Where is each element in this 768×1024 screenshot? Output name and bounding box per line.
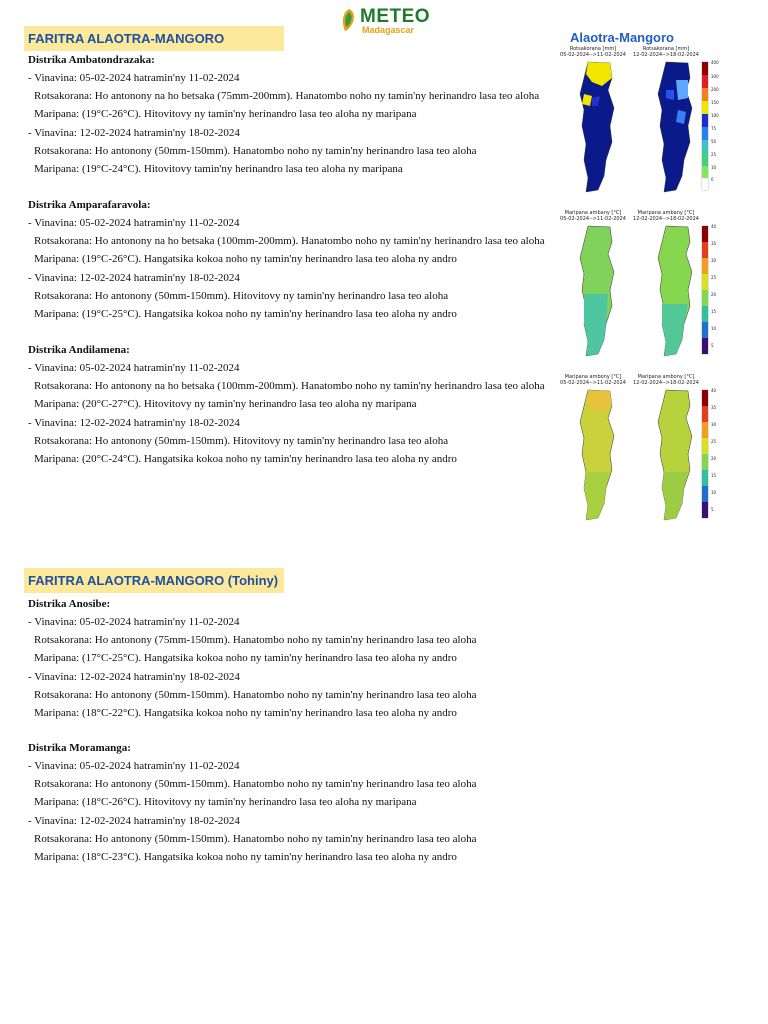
temperature-forecast: Maripana: (17°C-25°C). Hangatsika kokoa noho ny tamin'ny herinandro lasa teo aloha ny andro [34,652,457,665]
colorbar-tick: 400 [711,60,719,65]
map-period-label: 05-02-2024-->11-02-2024 [560,52,626,58]
logo-subtitle: Madagascar [362,25,415,35]
region-header-2: FARITRA ALAOTRA-MANGORO (Tohiny) [24,568,284,593]
rain-forecast: Rotsakorana: Ho antonony na ho betsaka (100mm-200mm). Hanatombo noho ny tamin'ny herinandro lasa teo aloha [34,235,545,248]
rainfall-map-left-label [553,46,633,58]
map-variable-label: Maripana ambony [°C] [564,374,622,380]
colorbar-tick: 35 [711,405,717,410]
colorbar-tick: 15 [711,473,717,478]
forecast-period: - Vinavina: 12-02-2024 hatramin'ny 18-02-2024 [28,670,240,683]
rain-forecast: Rotsakorana: Ho antonony (50mm-150mm). Hitovitovy ny tamin'ny herinandro lasa teo aloha [34,289,449,302]
temperature-forecast: Maripana: (19°C-25°C). Hangatsika kokoa noho ny tamin'ny herinandro lasa teo aloha ny andro [34,307,457,320]
map-variable-label: Maripana ambony [°C] [637,374,695,380]
forecast-period: - Vinavina: 05-02-2024 hatramin'ny 11-02-2024 [28,362,240,374]
colorbar-tick: 15 [711,309,717,314]
map-variable-label: Rotsakorana [mm] [642,46,690,52]
district-title: Distrika Ambatondrazaka: [28,54,155,66]
temperature-forecast: Maripana: (19°C-24°C). Hitovitovy tamin'ny herinandro lasa teo aloha ny maripana [34,162,403,175]
tmin-map-right-label [626,210,706,222]
colorbar-tick: 10 [711,326,717,331]
temperature-forecast: Maripana: (19°C-26°C). Hitovitovy ny tamin'ny herinandro lasa teo aloha ny maripana [34,108,417,121]
district-ambatondrazaka [28,51,539,178]
colorbar-tick: 100 [711,113,719,118]
tmax-map-left-label [553,374,633,386]
rainfall-map-panel [548,46,720,196]
district-andilamena [28,341,545,468]
colorbar-tick: 300 [711,74,719,79]
rain-forecast: Rotsakorana: Ho antonony (50mm-150mm). Hanatombo noho ny tamin'ny herinandro lasa teo aloha [34,688,477,701]
map-variable-label: Maripana ambany [°C] [637,210,695,216]
rain-forecast: Rotsakorana: Ho antonony (50mm-150mm). Hitovitovy ny tamin'ny herinandro lasa teo aloha [34,434,449,447]
tmax-map-panel [548,374,720,524]
colorbar-tick: 25 [711,439,717,444]
district-title: Distrika Amparafaravola: [28,199,151,211]
colorbar-tick: 75 [711,126,717,131]
colorbar-tick: 20 [711,456,717,461]
forecast-period: - Vinavina: 05-02-2024 hatramin'ny 11-02-2024 [28,217,240,229]
temperature-forecast: Maripana: (18°C-23°C). Hangatsika kokoa noho ny tamin'ny herinandro lasa teo aloha ny andro [34,850,457,863]
district-title: Distrika Andilamena: [28,344,130,356]
colorbar-tick: 10 [711,165,717,170]
rain-forecast: Rotsakorana: Ho antonony na ho betsaka (75mm-200mm). Hanatombo noho ny tamin'ny herinandro lasa teo aloha [34,90,540,103]
rain-forecast: Rotsakorana: Ho antonony (50mm-150mm). Hanatombo noho ny tamin'ny herinandro lasa teo aloha [34,144,477,157]
region-header-1: FARITRA ALAOTRA-MANGORO [24,26,284,51]
colorbar-tick: 40 [711,388,717,393]
colorbar-tick: 30 [711,422,717,427]
map-period-label: 12-02-2024-->18-02-2024 [633,52,699,58]
temperature-forecast: Maripana: (19°C-26°C). Hangatsika kokoa noho ny tamin'ny herinandro lasa teo aloha ny andro [34,253,457,266]
temperature-forecast: Maripana: (18°C-22°C). Hangatsika kokoa noho ny tamin'ny herinandro lasa teo aloha ny andro [34,706,457,719]
colorbar-tick: 35 [711,241,717,246]
colorbar-tick: 10 [711,490,717,495]
madagascar-logo-icon [340,8,358,32]
colorbar-tick: 50 [711,139,717,144]
forecast-period: - Vinavina: 12-02-2024 hatramin'ny 18-02-2024 [28,126,240,139]
forecast-period: - Vinavina: 12-02-2024 hatramin'ny 18-02-2024 [28,271,240,284]
map-period-label: 05-02-2024-->11-02-2024 [560,380,626,386]
colorbar-tick: 40 [711,224,717,229]
colorbar-tick: 200 [711,87,719,92]
forecast-period: - Vinavina: 12-02-2024 hatramin'ny 18-02-2024 [28,814,240,827]
logo-title: METEO [360,6,431,27]
district-moramanga [28,739,477,866]
colorbar-tick: 5 [711,507,714,512]
meteo-logo [340,6,440,36]
map-period-label: 12-02-2024-->18-02-2024 [633,380,699,386]
rain-forecast: Rotsakorana: Ho antonony (50mm-150mm). Hanatombo noho ny tamin'ny herinandro lasa teo aloha [34,778,477,791]
rain-forecast: Rotsakorana: Ho antonony (75mm-150mm). Hanatombo noho ny tamin'ny herinandro lasa teo aloha [34,634,477,647]
forecast-period: - Vinavina: 05-02-2024 hatramin'ny 11-02-2024 [28,616,240,628]
colorbar-tick: 0 [711,177,714,182]
colorbar-tick: 30 [711,258,717,263]
map-variable-label: Rotsakorana [mm] [569,46,617,52]
colorbar-tick: 5 [711,343,714,348]
rainfall-map-right-label [626,46,706,58]
tmin-maps-svg [548,224,720,360]
tmax-map-right-label [626,374,706,386]
district-title: Distrika Moramanga: [28,742,131,754]
temperature-forecast: Maripana: (18°C-26°C). Hitovitovy ny tamin'ny herinandro lasa teo aloha ny maripana [34,796,417,809]
tmax-maps-svg [548,388,720,524]
colorbar-tick: 25 [711,152,717,157]
district-title: Distrika Anosibe: [28,598,111,610]
forecast-period: - Vinavina: 05-02-2024 hatramin'ny 11-02-2024 [28,760,240,772]
district-anosibe [28,595,477,722]
maps-title: Alaotra-Mangoro [570,30,674,45]
colorbar-tick: 150 [711,100,719,105]
rain-forecast: Rotsakorana: Ho antonony (50mm-150mm). Hanatombo noho ny tamin'ny herinandro lasa teo aloha [34,832,477,845]
map-variable-label: Maripana ambany [°C] [564,210,622,216]
colorbar-tick: 25 [711,275,717,280]
map-period-label: 05-02-2024-->11-02-2024 [560,216,626,222]
district-amparafaravola [28,196,545,323]
rainfall-maps-svg [548,60,720,196]
temperature-forecast: Maripana: (20°C-24°C). Hangatsika kokoa noho ny tamin'ny herinandro lasa teo aloha ny andro [34,452,457,465]
map-period-label: 12-02-2024-->18-02-2024 [633,216,699,222]
colorbar-tick: 20 [711,292,717,297]
forecast-period: - Vinavina: 12-02-2024 hatramin'ny 18-02-2024 [28,416,240,429]
temperature-forecast: Maripana: (20°C-27°C). Hitovitovy ny tamin'ny herinandro lasa teo aloha ny maripana [34,398,417,411]
tmin-map-panel [548,210,720,360]
forecast-period: - Vinavina: 05-02-2024 hatramin'ny 11-02-2024 [28,72,240,84]
rain-forecast: Rotsakorana: Ho antonony na ho betsaka (100mm-200mm). Hanatombo noho ny tamin'ny herinandro lasa teo aloha [34,380,545,393]
tmin-map-left-label [553,210,633,222]
